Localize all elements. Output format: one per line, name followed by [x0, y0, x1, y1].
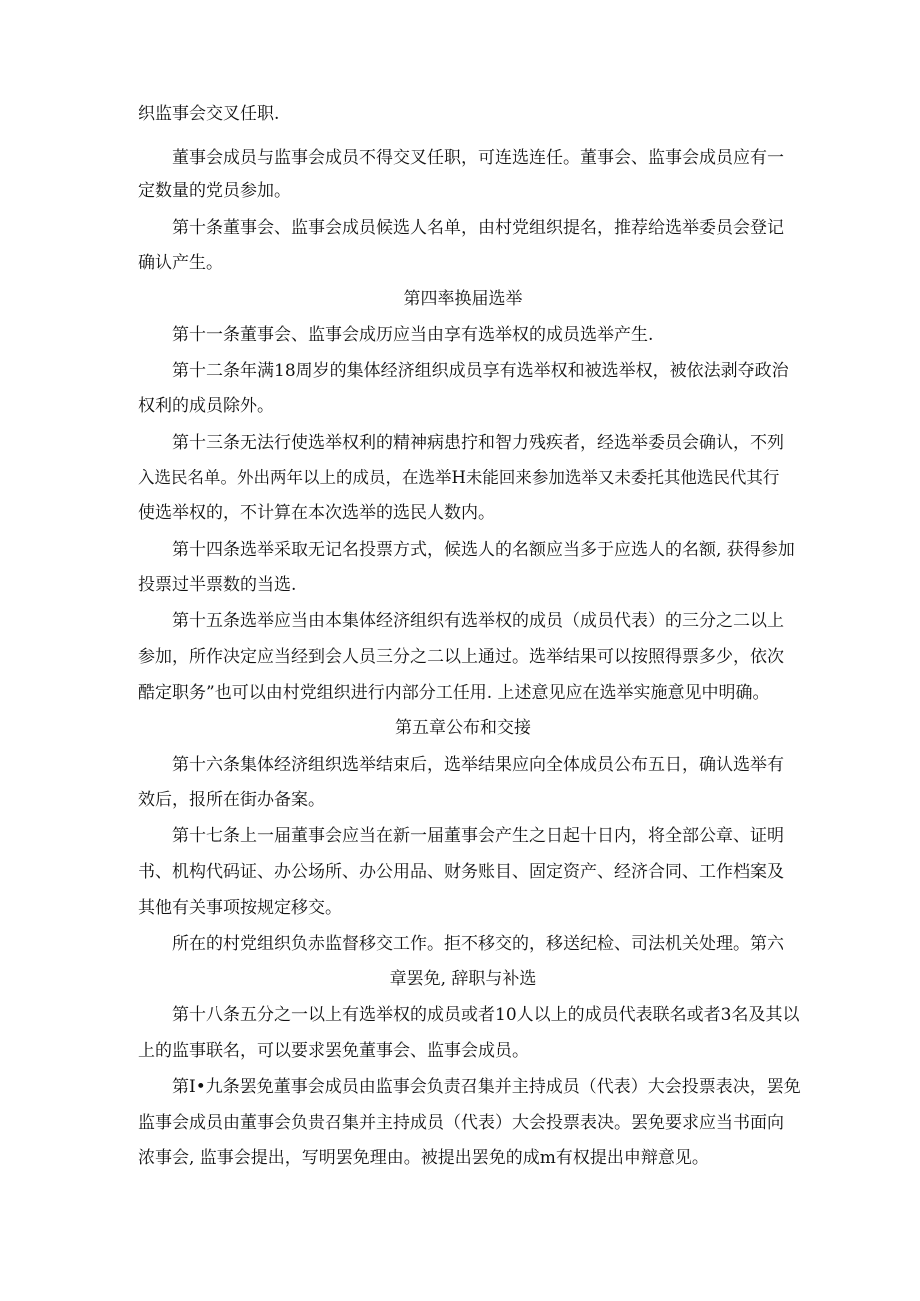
text-line: 第十六条集体经济组织选举结束后，选举结果应向全体成员公布五日，确认选举有: [172, 755, 784, 775]
text-line: 第十三条无法行使选举权利的精神病患拧和智力残疾者，经选举委员会确认，不列: [172, 433, 784, 453]
text-line: 效后，报所在街办备案。: [138, 790, 325, 810]
text-line: 监事会成员由董事会负贵召集并主持成员（代表）大会投票表决。罢免要求应当书面向: [138, 1113, 784, 1133]
text-line: 书、机构代码证、办公场所、办公用品、财务账目、固定资产、经济合同、工作档案及: [138, 862, 784, 882]
chapter-heading: 第五章公布和交接: [395, 718, 531, 738]
text-line: 使选举权的，不计算在本次选举的选民人数内。: [138, 503, 495, 523]
text-line: 定数量的党员参加。: [138, 181, 291, 201]
text-line: 所在的村党组织负赤监督移交工作。拒不移交的，移送纪检、司法机关处理。第六: [172, 934, 784, 954]
chapter-heading: 章罢免, 辞职与补选: [389, 969, 537, 989]
text-line: 权利的成员除外。: [138, 396, 274, 416]
chapter-heading: 第四率换届选举: [403, 289, 523, 309]
text-line: 第十条董事会、监事会成员候选人名单，由村党组织提名，推荐给选举委员会登记: [172, 218, 784, 238]
text-line: 第I•九条罢免董事会成员由监事会负责召集并主持成员（代表）大会投票表决，罢免: [172, 1077, 801, 1097]
text-line: 上的监事联名，可以要求罢免董事会、监事会成员。: [138, 1041, 529, 1061]
text-line: 第十四条选举采取无记名投票方式，候选人的名额应当多于应选人的名额, 获得参加: [172, 540, 795, 560]
text-line: 第十七条上一届董事会应当在新一届董事会产生之日起十日内，将全部公章、证明: [172, 826, 784, 846]
text-line: 投票过半票数的当选.: [138, 575, 297, 595]
text-line: 第十五条选举应当由本集体经济组织有选举权的成员（成员代表）的三分之二以上: [172, 611, 784, 631]
text-line: 第十八条五分之一以上有选举权的成员或者10人以上的成员代表联名或者3名及其以: [172, 1005, 800, 1025]
text-line: 其他有关事项按规定移交。: [138, 898, 342, 918]
text-line: 第十一条董事会、监事会成历应当由享有选举权的成员选举产生.: [172, 325, 654, 345]
text-line: 酷定职务”也可以由村党组织进行内部分工任用. 上述意见应在选举实施意见中明确。: [138, 683, 770, 703]
text-line: 第十二条年满18周岁的集体经济组织成员享有选举权和被选举权，被依法剥夺政治: [172, 361, 789, 381]
text-line: 织监事会交叉任职.: [138, 104, 280, 124]
text-line: 浓事会, 监事会提出，写明罢免理由。被提出罢免的成m有权提出申辩意见。: [138, 1148, 709, 1168]
text-line: 董事会成员与监事会成员不得交叉任职，可连选连任。董事会、监事会成员应有一: [172, 148, 784, 168]
text-line: 确认产生。: [138, 253, 223, 273]
text-line: 参加，所作决定应当经到会人员三分之二以上通过。选举结果可以按照得票多少，依次: [138, 647, 784, 667]
text-line: 入选民名单。外出两年以上的成员，在选举H未能回来参加选举又未委托其他选民代其行: [138, 468, 780, 487]
